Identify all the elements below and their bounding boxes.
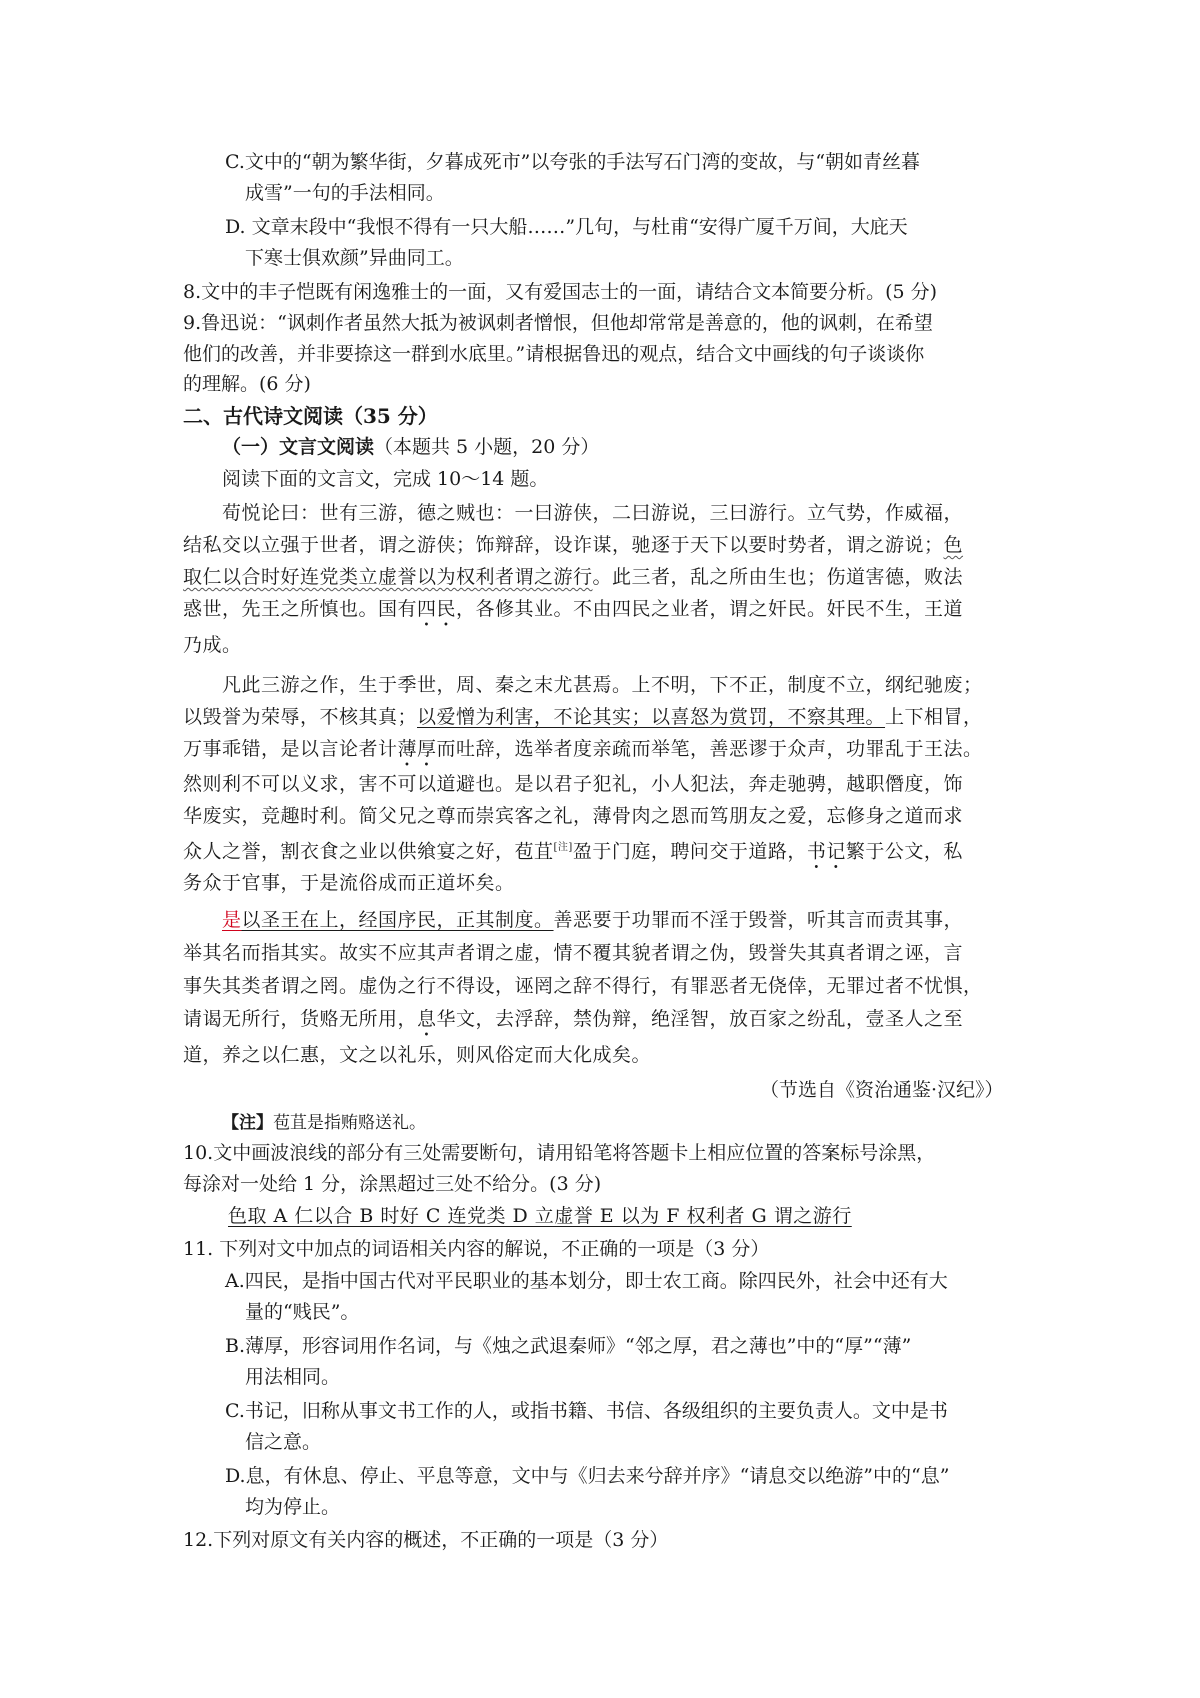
passage-text: 众人之誉，割衣食之业以供飨宴之好，苞苴 — [183, 840, 554, 863]
passage-p1-line5: 乃成。 — [183, 634, 242, 656]
passage-p2-line2 — [183, 704, 983, 730]
q11-option-d-line1: D.息，有休息、停止、平息等意，文中与《归去来兮辞并序》“请息交以绝游”中的“息” — [225, 1465, 950, 1487]
question-10-answer-options — [228, 1203, 852, 1229]
passage-p3-line1 — [222, 907, 963, 933]
passage-p3-line2: 举其名而指其实。故实不应其声者谓之虚，情不覆其貌者谓之伪，毁誉失其真者谓之诬，言 — [183, 942, 964, 964]
passage-p2-line1: 凡此三游之作，生于季世，周、秦之末尤甚焉。上不明，下不正，制度不立，纲纪驰废； — [222, 674, 983, 696]
question-8: 8.文中的丰子恺既有闲逸雅士的一面，又有爱国志士的一面，请结合文本简要分析。(5 分) — [183, 281, 938, 303]
section-2-title: 二、古代诗文阅读（35 分） — [183, 404, 438, 428]
passage-text: 惑世，先王之所慎也。国有 — [183, 598, 418, 620]
subsection-info: （本题共 5 小题，20 分） — [374, 436, 600, 458]
reading-instruction: 阅读下面的文言文，完成 10～14 题。 — [222, 468, 549, 490]
q11-option-c-line1: C.书记，旧称从事文书工作的人，或指书籍、书信、各级组织的主要负责人。文中是书 — [225, 1400, 948, 1422]
passage-text: 上下相冒， — [885, 706, 983, 728]
q11-option-a-line1: A.四民，是指中国古代对平民职业的基本划分，即士农工商。除四民外，社会中还有大 — [225, 1270, 948, 1292]
passage-text: 盈于门庭，聘问交于道路， — [572, 840, 807, 863]
passage-text: 而吐辞，选举者度亲疏而举笔，善恶谬于众声，功罪乱于王法。 — [436, 738, 983, 760]
footnote-label: 【注】 — [222, 1113, 273, 1133]
footnote-marker: [注] — [553, 842, 573, 853]
passage-p1-line3 — [183, 564, 963, 590]
passage-p1-line2 — [183, 532, 963, 558]
passage-p3-line4 — [183, 1006, 963, 1041]
passage-p2-line3 — [183, 736, 983, 771]
passage-text: 。此三者，乱之所由生也；伤道害德，败法 — [592, 566, 964, 588]
passage-p2-line4: 然则利不可以义求，害不可以道避也。是以君子犯礼，小人犯法，奔走驰骋，越职僭度，饰 — [183, 773, 964, 795]
question-12-stem: 12.下列对原文有关内容的概述，不正确的一项是（3 分） — [183, 1529, 669, 1551]
q11-option-c-line2: 信之意。 — [245, 1431, 322, 1453]
q11-option-b-line2: 用法相同。 — [245, 1366, 341, 1388]
dotted-word-shuji: 书记 — [806, 840, 846, 863]
passage-text: 繁于公文，私 — [845, 840, 963, 863]
passage-p3-line3: 事失其类者谓之罔。虚伪之行不得设，诬罔之辞不得行，有罪恶者无侥倖，无罪过者不忧惧， — [183, 975, 983, 997]
question-9-line1: 9.鲁迅说：“讽刺作者虽然大抵为被讽刺者憎恨，但他却常常是善意的，他的讽刺，在希望 — [183, 312, 933, 334]
question-9-line2: 他们的改善，并非要捺这一群到水底里。”请根据鲁迅的观点，结合文中画线的句子谈谈你 — [183, 343, 925, 365]
passage-text: 华文，去浮辞，禁伪辩，绝淫智，放百家之纷乱，壹圣人之至 — [436, 1008, 964, 1030]
passage-text: 结私交以立强于世者，谓之游侠；饰辩辞，设诈谋，驰逐于天下以要时势者，谓之游说； — [183, 534, 944, 556]
passage-p2-line6 — [183, 835, 963, 873]
q7-option-c-line1: C.文中的“朝为繁华街，夕暮成死市”以夸张的手法写石门湾的变故，与“朝如青丝暮 — [225, 151, 921, 173]
wavy-underlined-text: 色 — [943, 534, 964, 556]
passage-text: 万事乖错，是以言论者计 — [183, 738, 398, 760]
underlined-text: 以圣王在上，经国序民，正其制度。 — [241, 909, 554, 931]
passage-p2-line7: 务众于官事，于是流俗成而正道坏矣。 — [183, 872, 515, 894]
question-11-stem: 11. 下列对文中加点的词语相关内容的解说，不正确的一项是（3 分） — [183, 1238, 770, 1260]
question-9-line3: 的理解。(6 分) — [183, 373, 311, 395]
footnote-text: 苞苴是指贿赂送礼。 — [273, 1113, 426, 1133]
passage-text: 以毁誉为荣辱，不核其真； — [183, 706, 418, 728]
passage-source: （节选自《资治通鉴·汉纪》） — [760, 1079, 1004, 1101]
passage-p1-line4 — [183, 596, 963, 631]
passage-p3-line5: 道，养之以仁惠，文之以礼乐，则风俗定而大化成矣。 — [183, 1044, 652, 1066]
dotted-word-xi: 息 — [417, 1008, 437, 1030]
dotted-word-baohou: 薄厚 — [397, 738, 437, 760]
passage-text: ，各修其业。不由四民之业者，谓之奸民。奸民不生，王道 — [456, 598, 964, 620]
question-10-line2: 每涂对一处给 1 分，涂黑超过三处不给分。(3 分) — [183, 1173, 602, 1195]
q7-option-d-line2: 下寒士俱欢颜”异曲同工。 — [245, 247, 464, 269]
question-10-line1: 10.文中画波浪线的部分有三处需要断句，请用铅笔将答题卡上相应位置的答案标号涂黑， — [183, 1142, 936, 1164]
wavy-underlined-text: 取仁以合时好连党类立虚誉以为权利者谓之游行 — [183, 566, 593, 588]
q7-option-c-line2: 成雪”一句的手法相同。 — [245, 182, 445, 204]
passage-p1-line1: 荀悦论曰：世有三游，德之贼也：一曰游侠，二曰游说，三曰游行。立气势，作威福， — [222, 502, 964, 524]
q7-option-d-line1: D. 文章末段中“我恨不得有一只大船……”几句，与杜甫“安得广厦千万间，大庇天 — [225, 216, 908, 238]
footnote — [222, 1110, 426, 1136]
q11-option-a-line2: 量的“贱民”。 — [245, 1301, 360, 1323]
break-options-line: 色取 A 仁以合 B 时好 C 连党类 D 立虚誉 E 以为 F 权利者 G 谓之游行 — [228, 1205, 852, 1227]
red-underlined-char: 是 — [222, 909, 242, 931]
subsection-name: （一）文言文阅读 — [222, 436, 375, 458]
dotted-word-simin: 四民 — [417, 598, 457, 620]
subsection-title — [222, 434, 599, 460]
underlined-text: 以爱憎为利害，不论其实；以喜怒为赏罚，不察其理。 — [417, 706, 886, 728]
passage-p2-line5: 华废实，竞趣时利。简父兄之尊而崇宾客之礼，薄骨肉之恩而笃朋友之爱，忘修身之道而求 — [183, 805, 964, 827]
passage-text: 请谒无所行，货赂无所用， — [183, 1008, 418, 1030]
passage-text: 善恶要于功罪而不淫于毁誉，听其言而责其事， — [553, 909, 964, 931]
q11-option-d-line2: 均为停止。 — [245, 1496, 341, 1518]
q11-option-b-line1: B.薄厚，形容词用作名词，与《烛之武退秦师》“邻之厚，君之薄也”中的“厚”“薄” — [225, 1335, 912, 1357]
